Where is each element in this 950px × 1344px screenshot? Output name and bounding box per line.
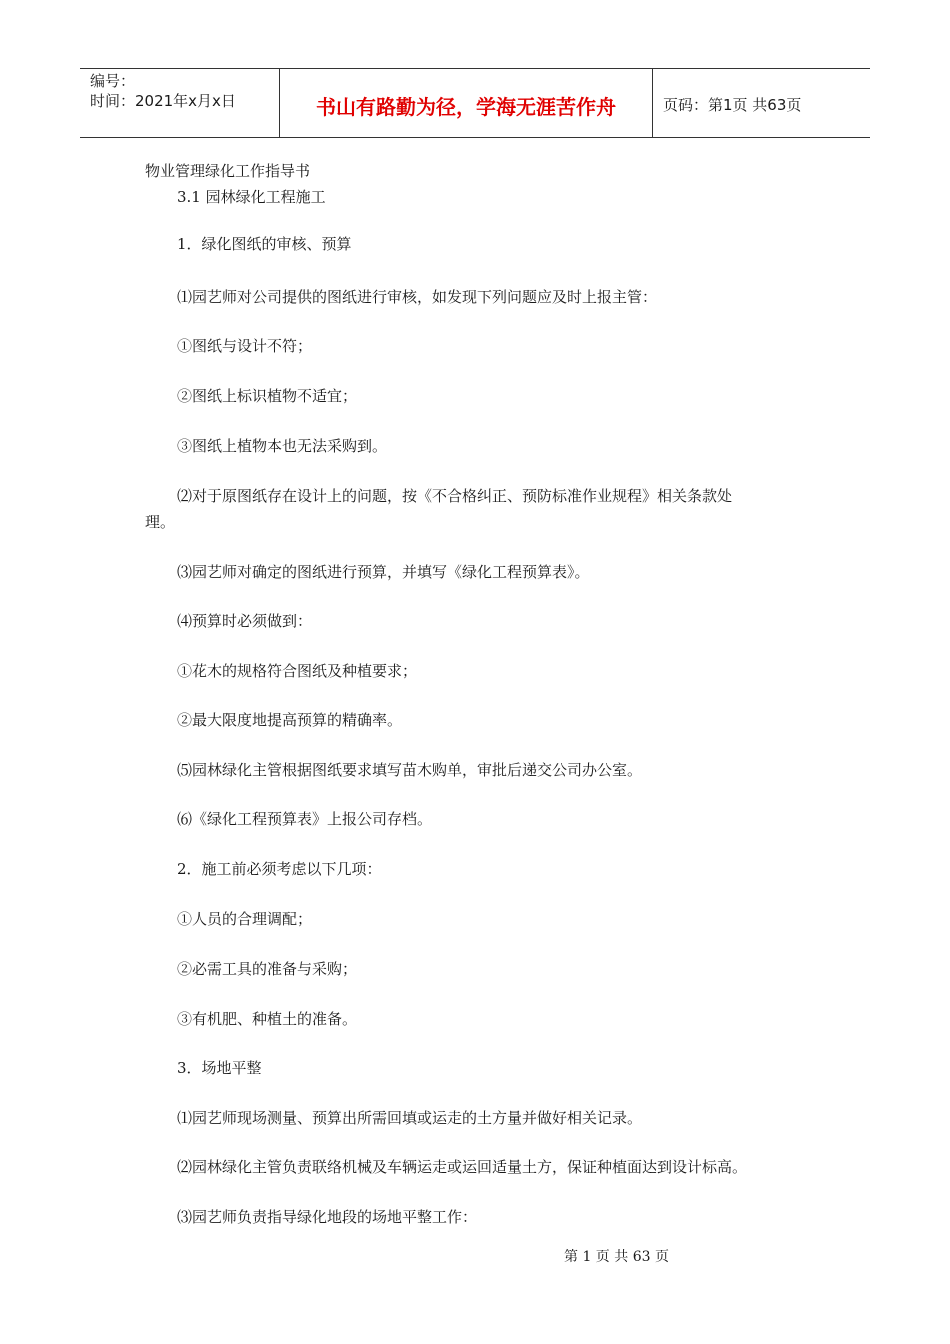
paragraph: ⑴园艺师对公司提供的图纸进行审核，如发现下列问题应及时上报主管：	[177, 288, 658, 306]
paragraph: 3．场地平整	[177, 1059, 262, 1077]
paragraph: ①花木的规格符合图纸及种植要求；	[177, 662, 418, 680]
paragraph: ⑵园林绿化主管负责联络机械及车辆运走或运回适量土方，保证种植面达到设计标高。	[177, 1158, 748, 1176]
paragraph: ⑹《绿化工程预算表》上报公司存档。	[177, 810, 433, 828]
paragraph: 1．绿化图纸的审核、预算	[177, 235, 352, 253]
paragraph: ⑵对于原图纸存在设计上的问题，按《不合格纠正、预防标准作业规程》相关条款处	[177, 487, 733, 505]
paragraph: ⑶园艺师负责指导绿化地段的场地平整工作：	[177, 1208, 478, 1226]
paragraph: ③图纸上植物本也无法采购到。	[177, 437, 388, 455]
footer-page-number: 第 1 页 共 63 页	[564, 1249, 669, 1265]
paragraph: ②图纸上标识植物不适宜；	[177, 387, 358, 405]
paragraph: ③有机肥、种植土的准备。	[177, 1010, 358, 1028]
header-page-label: 页码：第1页 共63页	[663, 95, 802, 114]
paragraph: 理。	[145, 513, 176, 531]
paragraph: ⑷预算时必须做到：	[177, 612, 313, 630]
paragraph: ①人员的合理调配；	[177, 910, 313, 928]
time-label: 时间：2021年x月x日	[90, 92, 236, 110]
paragraph: ⑴园艺师现场测量、预算出所需回填或运走的土方量并做好相关记录。	[177, 1109, 643, 1127]
paragraph: ②必需工具的准备与采购；	[177, 960, 358, 978]
paragraph: ⑶园艺师对确定的图纸进行预算，并填写《绿化工程预算表》。	[177, 563, 590, 581]
paragraph: ①图纸与设计不符；	[177, 337, 313, 355]
doc-title: 物业管理绿化工作指导书	[145, 162, 311, 180]
section-title: 3.1 园林绿化工程施工	[177, 188, 326, 206]
paragraph: ⑸园林绿化主管根据图纸要求填写苗木购单，审批后递交公司办公室。	[177, 761, 643, 779]
paragraph: ②最大限度地提高预算的精确率。	[177, 711, 403, 729]
number-label: 编号：	[90, 72, 136, 90]
paragraph: 2．施工前必须考虑以下几项：	[177, 860, 382, 878]
motto: 书山有路勤为径，学海无涯苦作舟	[280, 69, 653, 137]
